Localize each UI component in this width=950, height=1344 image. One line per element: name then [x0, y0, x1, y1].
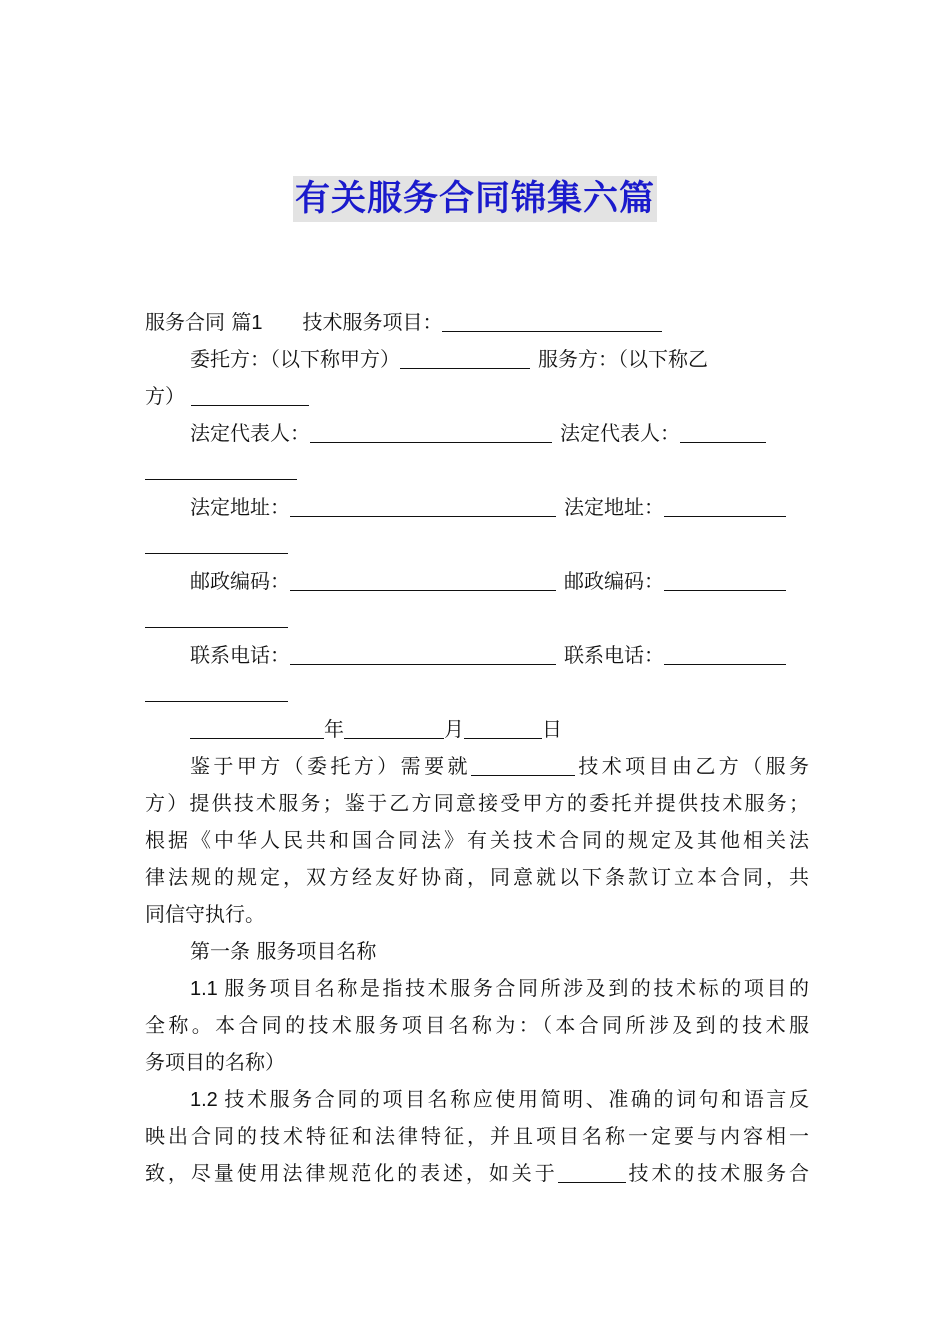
- blank-legal-rep-a: [310, 420, 552, 443]
- clause-text: 技术服务合同的项目名称应使用简明、准确的词句和语言反: [221, 1087, 809, 1111]
- line-phone: [145, 637, 809, 674]
- clause-number: 1.1: [190, 978, 218, 1000]
- line-parties-cont: [145, 378, 809, 415]
- line-postcode-cont: [145, 600, 809, 637]
- line-legal-rep: [145, 415, 809, 452]
- blank-address-a: [290, 494, 556, 517]
- blank-postcode-b: [664, 568, 786, 591]
- paragraph-recital-line: 同信守执行。: [145, 902, 265, 926]
- label-client: 委托方：（以下称甲方）: [190, 347, 400, 371]
- paragraph-recital-line: 方）提供技术服务；鉴于乙方同意接受甲方的委托并提供技术服务；: [145, 791, 809, 815]
- title-block: [0, 176, 950, 222]
- blank-postcode-a: [290, 568, 556, 591]
- label-legal-rep-a: 法定代表人：: [190, 421, 310, 445]
- line-parties: [145, 341, 809, 378]
- label-service-item: 技术服务项目：: [302, 310, 443, 334]
- label-month: 月: [444, 717, 464, 741]
- contract-heading: 服务合同 篇: [145, 310, 252, 334]
- clause-number: 1.2: [190, 1089, 218, 1111]
- clause-text: 致，尽量使用法律规范化的表述，如关于: [145, 1161, 558, 1185]
- label-phone-a: 联系电话：: [190, 643, 290, 667]
- blank-client: [400, 346, 530, 369]
- paragraph-recital-line: 根据《中华人民共和国合同法》有关技术合同的规定及其他相关法: [145, 828, 809, 852]
- clause-1-2-line: [145, 1081, 809, 1118]
- blank-legal-rep-b: [680, 420, 766, 443]
- clause-1-1-line: [145, 970, 809, 1007]
- blank-tech-name: [558, 1160, 626, 1183]
- blank-month: [344, 716, 444, 739]
- clause-text: 技术的技术服务合: [625, 1161, 810, 1185]
- clause-1-1-line: 全称。本合同的技术服务项目名称为：（本合同所涉及到的技术服: [145, 1013, 809, 1037]
- blank-year: [190, 716, 324, 739]
- recital-text-b: 技术项目由乙方（服务: [574, 754, 810, 778]
- clause-1-2-line: [145, 1155, 809, 1192]
- blank-postcode-b-cont: [145, 605, 288, 628]
- line-address-cont: [145, 526, 809, 563]
- label-year: 年: [324, 717, 344, 741]
- label-provider: 服务方：（以下称乙: [538, 347, 708, 371]
- blank-day: [464, 716, 542, 739]
- label-address-a: 法定地址：: [190, 495, 290, 519]
- contract-number: 1: [251, 312, 263, 334]
- blank-phone-b-cont: [145, 679, 288, 702]
- label-postcode-b: 邮政编码：: [564, 569, 664, 593]
- label-legal-rep-b: 法定代表人：: [560, 421, 680, 445]
- blank-phone-a: [290, 642, 556, 665]
- blank-address-b: [664, 494, 786, 517]
- line-phone-cont: [145, 674, 809, 711]
- label-postcode-a: 邮政编码：: [190, 569, 290, 593]
- clause-text: 服务项目名称是指技术服务合同所涉及到的技术标的项目的: [221, 976, 809, 1000]
- label-day: 日: [542, 717, 562, 741]
- line-legal-rep-cont: [145, 452, 809, 489]
- paragraph-recital-line: 律法规的规定，双方经友好协商，同意就以下条款订立本合同，共: [145, 865, 809, 889]
- label-provider-cont: 方）: [145, 384, 185, 408]
- blank-service-item: [442, 309, 662, 332]
- clause-1-1-line: 务项目的名称）: [145, 1050, 285, 1074]
- line-postcode: [145, 563, 809, 600]
- recital-text-a: 鉴于甲方（委托方）需要就: [190, 754, 471, 778]
- line-date: [145, 711, 809, 748]
- article-1-heading: 第一条 服务项目名称: [190, 939, 377, 963]
- blank-address-b-cont: [145, 531, 288, 554]
- label-address-b: 法定地址：: [564, 495, 664, 519]
- blank-phone-b: [664, 642, 786, 665]
- document-body: [145, 304, 809, 1192]
- label-phone-b: 联系电话：: [564, 643, 664, 667]
- blank-legal-rep-b-cont: [145, 457, 297, 480]
- document-title: 有关服务合同锦集六篇: [293, 176, 657, 222]
- line-address: [145, 489, 809, 526]
- clause-1-2-line: 映出合同的技术特征和法律特征，并且项目名称一定要与内容相一: [145, 1124, 809, 1148]
- paragraph-recital-line: [145, 748, 809, 785]
- blank-provider: [191, 383, 309, 406]
- blank-tech-project: [471, 753, 575, 776]
- line-service-item: [145, 304, 809, 341]
